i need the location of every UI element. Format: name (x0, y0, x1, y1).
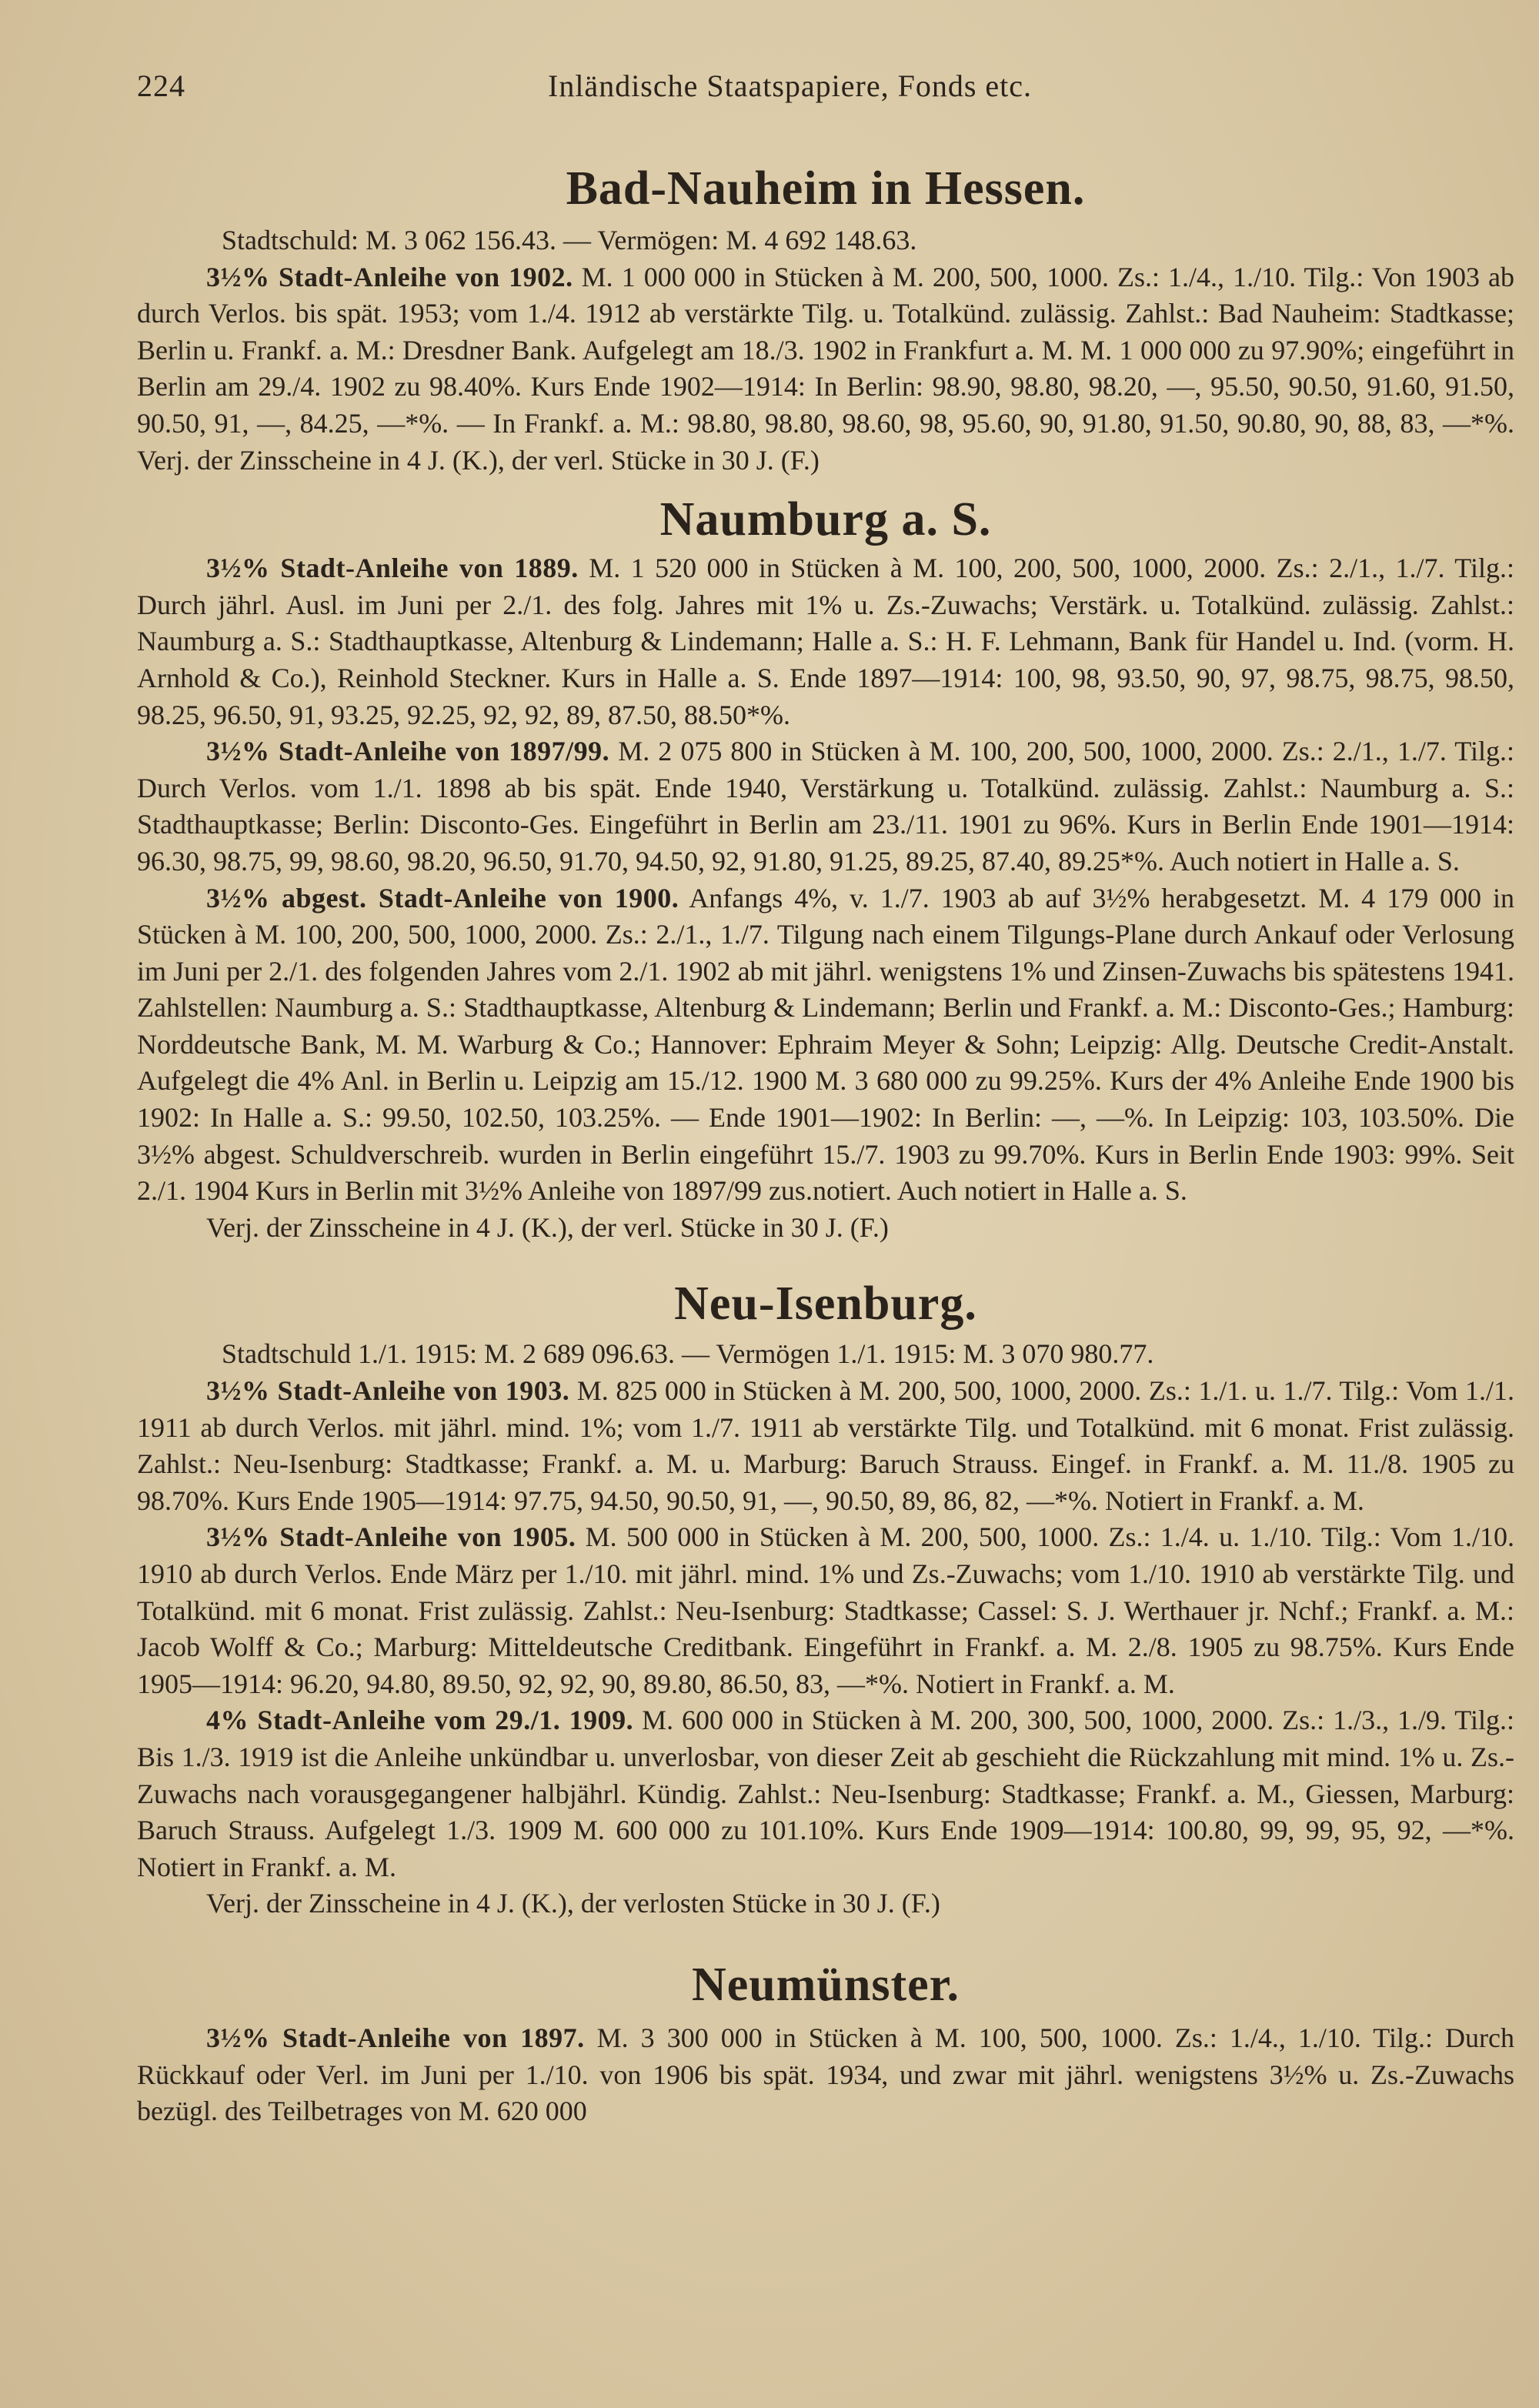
bond-entry (137, 550, 1514, 733)
section-neu-isenburg (137, 1277, 1514, 1922)
bond-entry (137, 2020, 1514, 2130)
entry-text: M. 1 000 000 in Stücken à M. 200, 500, 1000. Zs.: 1./4., 1./10. Tilg.: Von 1903 ab durch Verlos. bis spät. 1953; vom 1./4. 1912 ab verstärkte Tilg. u. Totalkünd. zulässig. Zahlst.: Bad Nauheim: Stadtkasse; Berlin u. Frankf. a. M.: Dresdner Bank. Aufgelegt am 18./3. 1902 in Frankfurt a. M. M. 1 000 000 zu 97.90%; eingeführt in Berlin am 29./4. 1902 zu 98.40%. Kurs Ende 1902—1914: In Berlin: 98.90, 98.80, 98.20, —, 95.50, 90.50, 91.60, 91.50, 90.50, 91, —, 84.25, —*%. — In Frankf. a. M.: 98.80, 98.80, 98.60, 98, 95.60, 90, 91.80, 91.50, 90.80, 90, 88, 83, —*%. Verj. der Zinsscheine in 4 J. (K.), der verl. Stücke in 30 J. (F.) (137, 261, 1514, 476)
entry-lead: 3½% Stadt-Anleihe von 1889. (206, 553, 579, 584)
section-naumburg (137, 493, 1514, 1246)
section-title: Naumburg a. S. (659, 493, 992, 546)
page-number: 224 (137, 68, 185, 103)
entry-text: M. 825 000 in Stücken à M. 200, 500, 1000, 2000. Zs.: 1./1. u. 1./7. Tilg.: Vom 1./1. 1911 ab durch Verlos. mit jährl. mind. 1%; vom 1./7. 1911 ab verstärkte Tilg. und Totalkünd. mit 6 monat. Frist zulässig. Zahlst.: Neu-Isenburg: Stadtkasse; Frankf. a. M. u. Marburg: Baruch Strauss. Eingef. in Frankf. a. M. 11./8. 1905 zu 98.70%. Kurs Ende 1905—1914: 97.75, 94.50, 90.50, 91, —, 90.50, 89, 86, 82, —*%. Notiert in Frankf. a. M. (137, 1375, 1514, 1516)
entry-lead: 3½% Stadt-Anleihe von 1902. (206, 261, 573, 292)
section-title: Neumünster. (691, 1958, 960, 2011)
entry-text: M. 3 300 000 in Stücken à M. 100, 500, 1000. Zs.: 1./4., 1./10. Tilg.: Durch Rückkauf oder Verl. im Juni per 1./10. von 1906 bis spät. 1934, und zwar mit jährl. wenigstens 3½% u. Zs.-Zuwachs bezügl. des Teilbetrages von M. 620 000 (137, 2022, 1515, 2127)
section-title: Neu-Isenburg. (674, 1277, 977, 1331)
entry-text: Anfangs 4%, v. 1./7. 1903 ab auf 3½% herabgesetzt. M. 4 179 000 in Stücken à M. 100, 200, 500, 1000, 2000. Zs.: 2./1., 1./7. Tilgung nach einem Tilgungs-Plane durch Ankauf oder Verlosung im Juni per 2./1. des folgenden Jahres vom 2./1. 1902 ab mit jährl. wenigstens 1% und Zinsen-Zuwachs bis spätestens 1941. Zahlstellen: Naumburg a. S.: Stadthauptkasse, Altenburg & Lindemann; Berlin und Frankf. a. M.: Disconto-Ges.; Hamburg: Norddeutsche Bank, M. M. Warburg & Co.; Hannover: Ephraim Meyer & Sohn; Leipzig: Allg. Deutsche Credit-Anstalt. Aufgelegt die 4% Anl. in Berlin u. Leipzig am 15./12. 1900 M. 3 680 000 zu 99.25%. Kurs der 4% Anleihe Ende 1900 bis 1902: In Halle a. S.: 99.50, 102.50, 103.25%. — Ende 1901—1902: In Berlin: —, —%. In Leipzig: 103, 103.50%. Die 3½% abgest. Schuldverschreib. wurden in Berlin eingeführt 15./7. 1903 zu 99.70%. Kurs in Berlin Ende 1903: 99%. Seit 2./1. 1904 Kurs in Berlin mit 3½% Anleihe von 1897/99 zus.notiert. Auch notiert in Halle a. S. (137, 882, 1515, 1207)
section-meta: Stadtschuld 1./1. 1915: M. 2 689 096.63. — Vermögen 1./1. 1915: M. 3 070 980.77. (222, 1338, 1154, 1370)
entry-lead: 4% Stadt-Anleihe vom 29./1. 1909. (206, 1705, 634, 1736)
section-meta: Stadtschuld: M. 3 062 156.43. — Vermögen: M. 4 692 148.63. (222, 225, 917, 255)
section-neumuenster (137, 1958, 1514, 2130)
entry-lead: 3½% abgest. Stadt-Anleihe von 1900. (206, 882, 679, 913)
section-closing: Verj. der Zinsscheine in 4 J. (K.), der verlosten Stücke in 30 J. (F.) (206, 1888, 940, 1919)
entry-lead: 3½% Stadt-Anleihe von 1897. (206, 2022, 585, 2053)
bond-entry (137, 1519, 1514, 1702)
bond-entry (137, 733, 1514, 880)
bond-entry (137, 880, 1514, 1210)
entry-text: M. 2 075 800 in Stücken à M. 100, 200, 500, 1000, 2000. Zs.: 2./1., 1./7. Tilg.: Durch Verlos. vom 1./1. 1898 ab bis spät. Ende 1940, Verstärkung u. Totalkünd. zulässig. Zahlst.: Naumburg a. S.: Stadthauptkasse; Berlin: Disconto-Ges. Eingeführt in Berlin am 23./11. 1901 zu 96%. Kurs in Berlin Ende 1901—1914: 96.30, 98.75, 99, 98.60, 98.20, 96.50, 91.70, 94.50, 92, 91.80, 91.25, 89.25, 87.40, 89.25*%. Auch notiert in Halle a. S. (137, 736, 1514, 877)
running-title: Inländische Staatspapiere, Fonds etc. (548, 68, 1033, 103)
entry-text: M. 600 000 in Stücken à M. 200, 300, 500, 1000, 2000. Zs.: 1./3., 1./9. Tilg.: Bis 1./3. 1919 ist die Anleihe unkündbar u. unverlosbar, von dieser Zeit ab geschieht die Rückzahlung mit mind. 1% u. Zs.-Zuwachs nach vorausgegangener halbjährl. Kündig. Zahlst.: Neu-Isenburg: Stadtkasse; Frankf. a. M., Giessen, Marburg: Baruch Strauss. Aufgelegt 1./3. 1909 M. 600 000 zu 101.10%. Kurs Ende 1909—1914: 100.80, 99, 99, 95, 92, —*%. Notiert in Frankf. a. M. (137, 1705, 1514, 1882)
bond-entry (137, 1702, 1514, 1885)
section-bad-nauheim (137, 162, 1514, 479)
bond-entry (137, 1373, 1514, 1519)
section-title: Bad-Nauheim in Hessen. (566, 162, 1086, 215)
section-closing: Verj. der Zinsscheine in 4 J. (K.), der verl. Stücke in 30 J. (F.) (206, 1211, 889, 1243)
entry-lead: 3½% Stadt-Anleihe von 1897/99. (206, 736, 610, 767)
entry-text: M. 500 000 in Stücken à M. 200, 500, 1000. Zs.: 1./4. u. 1./10. Tilg.: Vom 1./10. 1910 ab durch Verlos. Ende März per 1./10. mit jährl. mind. 1% und Zs.-Zuwachs; vom 1./10. 1910 ab verstärkte Tilg. und Totalkünd. mit 6 monat. Frist zulässig. Zahlst.: Neu-Isenburg: Stadtkasse; Cassel: S. J. Werthauer jr. Nchf.; Frankf. a. M.: Jacob Wolff & Co.; Marburg: Mitteldeutsche Creditbank. Eingeführt in Frankf. a. M. 2./8. 1905 zu 98.75%. Kurs Ende 1905—1914: 96.20, 94.80, 89.50, 92, 92, 90, 89.80, 86.50, 83, —*%. Notiert in Frankf. a. M. (137, 1521, 1515, 1699)
running-header (137, 68, 1514, 114)
entry-lead: 3½% Stadt-Anleihe von 1905. (206, 1521, 576, 1553)
entry-text: M. 1 520 000 in Stücken à M. 100, 200, 500, 1000, 2000. Zs.: 2./1., 1./7. Tilg.: Durch jährl. Ausl. im Juni per 2./1. des folg. Jahres mit 1% u. Zs.-Zuwachs; Verstärk. u. Totalkünd. zulässig. Zahlst.: Naumburg a. S.: Stadthauptkasse, Altenburg & Lindemann; Halle a. S.: H. F. Lehmann, Bank für Handel u. Ind. (vorm. H. Arnhold & Co.), Reinhold Steckner. Kurs in Halle a. S. Ende 1897—1914: 100, 98, 93.50, 90, 97, 98.75, 98.75, 98.50, 98.25, 96.50, 91, 93.25, 92.25, 92, 92, 89, 87.50, 88.50*%. (137, 553, 1514, 730)
entry-lead: 3½% Stadt-Anleihe von 1903. (206, 1375, 570, 1407)
bond-entry (137, 259, 1514, 479)
